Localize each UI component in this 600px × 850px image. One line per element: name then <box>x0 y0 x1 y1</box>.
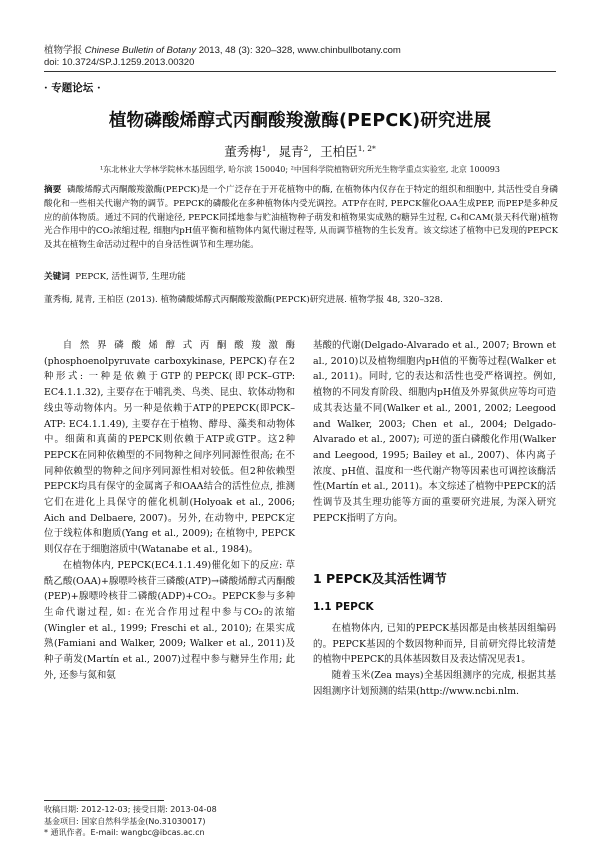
journal-header <box>44 42 401 56</box>
footnote-rule <box>44 800 164 801</box>
keywords-text: PEPCK, 活性调节, 生理功能 <box>75 272 186 282</box>
author-list: 董秀梅$^1$, 晁青$^2$, 王柏臣$^{1, 2*}$ <box>224 143 376 159</box>
volume-info: 2013, 48 (3): 320–328, <box>198 45 295 56</box>
header-rule <box>44 71 556 72</box>
paragraph: 在植物体内, PEPCK(EC4.1.1.49)催化如下的反应: 草酰乙酸(OAA)+腺嘌呤核苷三磷酸(ATP)→磷酸烯醇式丙酮酸(PEP)+腺嘌呤核苷二磷酸(ADP)+CO₂。PEPCK参与多种生命代谢过程, 如: 在光合作用过程中参与CO₂的浓缩(Wingler et al., 1999; Freschi et al., 2010); 在果实成熟(Famiani and Walker, 2009; Walker et al., 2011)及种子萌发(Martín et al., 2007)过程中参与糖异生作用; 此外, 还参与氮和氨 <box>44 559 295 681</box>
section-tag: · 专题论坛 · <box>44 82 101 94</box>
journal-name-en: Chinese Bulletin of Botany <box>84 45 197 56</box>
section-heading: 1 PEPCK及其活性调节 <box>313 571 447 586</box>
abstract <box>44 184 558 253</box>
journal-url[interactable]: www.chinbullbotany.com <box>297 45 401 56</box>
footnote <box>44 804 217 839</box>
affiliation: ¹东北林业大学林学院林木基因组学, 哈尔滨 150040; ²中国科学院植物研究所光生物学重点实验室, 北京 100093 <box>100 165 500 174</box>
journal-name: 植物学报 <box>44 45 83 56</box>
received-date: 收稿日期: 2012-12-03; 接受日期: 2013-04-08 <box>44 805 217 814</box>
author-name: 王柏臣 <box>320 144 358 159</box>
paragraph: 随着玉米(Zea mays)全基因组测序的完成, 根据其基因组测序计划预测的结果(http://www.ncbi.nlm. <box>313 670 556 697</box>
author-name: 晁青 <box>278 144 304 159</box>
author-sup: 2 <box>303 143 309 153</box>
subsection-heading: 1.1 PEPCK <box>313 601 374 613</box>
keywords <box>44 270 186 282</box>
abstract-label: 摘要 <box>44 185 62 195</box>
doi[interactable]: doi: 10.3724/SP.J.1259.2013.00320 <box>44 57 195 68</box>
body-left-column <box>44 338 295 683</box>
author-sup: 1, 2* <box>357 143 376 153</box>
citation: 董秀梅, 晁青, 王柏臣 (2013). 植物磷酸烯醇式丙酮酸羧激酶(PEPCK)研究进展. 植物学报 48, 320–328. <box>44 295 443 305</box>
contact-info: * 通讯作者。E-mail: wangbc@ibcas.ac.cn <box>44 828 205 837</box>
body-right-column-top <box>313 338 556 526</box>
author-name: 董秀梅 <box>224 144 262 159</box>
paper-title: 植物磷酸烯醇式丙酮酸羧激酶(PEPCK)研究进展 <box>108 111 492 131</box>
paragraph: 自然界磷酸烯醇式丙酮酸羧激酶(phosphoenolpyruvate carboxykinase, PEPCK)存在2种形式: 一种是依赖于GTP的PEPCK(即PCK–GTP: EC4.1.1.32), 主要存在于哺乳类、鸟类、昆虫、软体动物和线虫等动物体内。另一种是依赖于ATP的PEPCK(即PCK–ATP: EC4.1.1.49), 主要存在于植物、酵母、藻类和动物体中。细菌和真菌的PEPCK则依赖于ATP或GTP。这2种PEPCK在同种依赖型的不同物种之间序列同源性很高; 在不同种依赖型的物种之间序列同源性相对较低。但2种依赖型PEPCK均具有保守的金属离子和OAA结合的活性位点, 推测它们在进化上具保守的催化机制(Holyoak et al., 2006; Aich and Delbaere, 2007)。另外, 在动物中, PEPCK定位于线粒体和胞质(Yang et al., 2009); 在植物中, PEPCK则仅存在于细胞溶质中(Watanabe et al., 1984)。 <box>44 340 295 556</box>
paragraph: 在植物体内, 已知的PEPCK基因都是由核基因组编码的。PEPCK基因的个数因物种而异, 目前研究得比较清楚的植物中PEPCK的具体基因数目及表达情况见表1。 <box>313 623 556 666</box>
abstract-text: 磷酸烯醇式丙酮酸羧激酶(PEPCK)是一个广泛存在于开花植物中的酶, 在植物体内仅存在于特定的组织和细胞中, 其活性受自身磷酸化和一些相关代谢产物的调节。PEPCK的磷酸化在多种植物体内受光调控。ATP存在时, PEPCK催化OAA生成PEP, 而PEP是多种反应的前体物质。通过不同的代谢途径, PEPCK同揉地参与贮油植物种子萌发和植物果实成熟的糖异生过程, C₄和CAM(景天科代谢)植物光合作用中的CO₂浓缩过程, 细胞内pH值平衡和植物体内氮代谢过程等, 从而调节植物的生长发育。该文综述了植物中已发现的PEPCK及其在植物生命活动过程中的自身活性调节和生理功能。 <box>44 185 558 251</box>
paragraph: 基酸的代谢(Delgado-Alvarado et al., 2007; Brown et al., 2010)以及植物细胞内pH值的平衡等过程(Walker et al., 2011)。同时, 它的表达和活性也受严格调控。例如, 植物的不同发育阶段、细胞内pH值及外界氮供应等均可造成其表达量不同(Walker et al., 2001, 2002; Leegood and Walker, 2003; Chen et al., 2004; Delgado-Alvarado et al., 2007); 可逆的蛋白磷酸化作用(Walker and Leegood, 1995; Bailey et al., 2007)、体内离子浓度、pH值、温度和一些代谢产物等因素也可调控该酶活性(Martín et al., 2011)。本文综述了植物中PEPCK的活性调节及其生理功能等方面的重要研究进展, 为深入研究PEPCK指明了方向。 <box>313 340 556 524</box>
body-right-column-bottom <box>313 621 556 700</box>
fund-info: 基金项目: 国家自然科学基金(No.31030017) <box>44 816 206 826</box>
keywords-label: 关键词 <box>44 272 70 282</box>
author-sup: 1 <box>261 143 267 153</box>
